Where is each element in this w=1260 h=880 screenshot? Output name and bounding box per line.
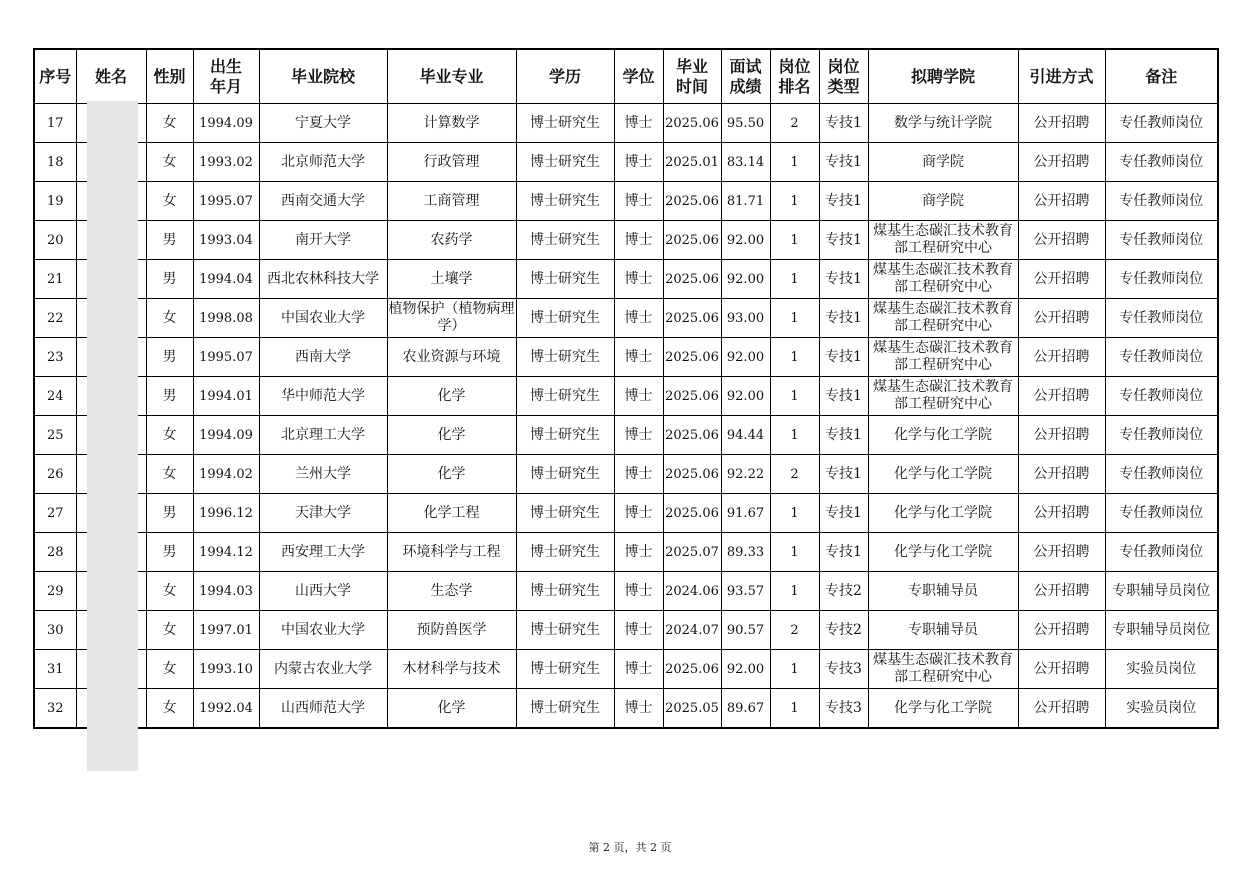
cell-birth: 1994.09 xyxy=(193,416,259,455)
cell-college: 化学与化工学院 xyxy=(868,533,1018,572)
cell-major: 生态学 xyxy=(387,572,516,611)
table-row xyxy=(34,572,1218,611)
cell-school: 华中师范大学 xyxy=(259,377,387,416)
cell-education: 博士研究生 xyxy=(516,143,614,182)
cell-birth: 1997.01 xyxy=(193,611,259,650)
cell-college: 煤基生态碳汇技术教育部工程研究中心 xyxy=(868,377,1018,416)
cell-score: 92.00 xyxy=(721,338,770,377)
cell-score: 94.44 xyxy=(721,416,770,455)
table-row xyxy=(34,143,1218,182)
cell-remark: 专任教师岗位 xyxy=(1105,299,1218,338)
cell-remark: 专职辅导员岗位 xyxy=(1105,572,1218,611)
cell-degree: 博士 xyxy=(614,104,663,143)
table-row xyxy=(34,689,1218,729)
cell-gender: 男 xyxy=(146,221,193,260)
cell-rank: 1 xyxy=(770,299,819,338)
header-row xyxy=(34,49,1218,104)
cell-grad-time: 2025.06 xyxy=(663,377,721,416)
cell-rank: 1 xyxy=(770,182,819,221)
cell-college: 专职辅导员 xyxy=(868,572,1018,611)
cell-remark: 专任教师岗位 xyxy=(1105,494,1218,533)
cell-major: 化学 xyxy=(387,416,516,455)
cell-index: 28 xyxy=(34,533,76,572)
cell-score: 92.00 xyxy=(721,260,770,299)
cell-education: 博士研究生 xyxy=(516,377,614,416)
cell-post-type: 专技1 xyxy=(819,416,868,455)
cell-grad-time: 2025.06 xyxy=(663,299,721,338)
cell-major: 预防兽医学 xyxy=(387,611,516,650)
cell-method: 公开招聘 xyxy=(1018,689,1105,729)
cell-index: 31 xyxy=(34,650,76,689)
cell-index: 24 xyxy=(34,377,76,416)
header-education: 学历 xyxy=(516,49,614,104)
cell-school: 西安理工大学 xyxy=(259,533,387,572)
cell-method: 公开招聘 xyxy=(1018,338,1105,377)
cell-degree: 博士 xyxy=(614,182,663,221)
cell-birth: 1993.02 xyxy=(193,143,259,182)
cell-gender: 女 xyxy=(146,143,193,182)
cell-education: 博士研究生 xyxy=(516,260,614,299)
cell-college: 化学与化工学院 xyxy=(868,689,1018,729)
header-school: 毕业院校 xyxy=(259,49,387,104)
cell-major: 化学 xyxy=(387,455,516,494)
header-grad-time: 毕业 时间 xyxy=(663,49,721,104)
cell-college: 化学与化工学院 xyxy=(868,494,1018,533)
cell-remark: 专任教师岗位 xyxy=(1105,377,1218,416)
table-row xyxy=(34,299,1218,338)
cell-score: 81.71 xyxy=(721,182,770,221)
table-row xyxy=(34,611,1218,650)
cell-school: 西南大学 xyxy=(259,338,387,377)
cell-method: 公开招聘 xyxy=(1018,650,1105,689)
recruitment-table xyxy=(33,48,1219,729)
cell-index: 23 xyxy=(34,338,76,377)
cell-education: 博士研究生 xyxy=(516,104,614,143)
cell-major: 化学工程 xyxy=(387,494,516,533)
cell-post-type: 专技1 xyxy=(819,455,868,494)
header-major: 毕业专业 xyxy=(387,49,516,104)
cell-remark: 专任教师岗位 xyxy=(1105,260,1218,299)
cell-score: 83.14 xyxy=(721,143,770,182)
cell-degree: 博士 xyxy=(614,455,663,494)
cell-school: 北京理工大学 xyxy=(259,416,387,455)
cell-post-type: 专技1 xyxy=(819,182,868,221)
cell-gender: 男 xyxy=(146,377,193,416)
cell-rank: 1 xyxy=(770,572,819,611)
cell-degree: 博士 xyxy=(614,572,663,611)
cell-rank: 1 xyxy=(770,143,819,182)
cell-score: 91.67 xyxy=(721,494,770,533)
cell-score: 92.00 xyxy=(721,650,770,689)
cell-grad-time: 2025.01 xyxy=(663,143,721,182)
name-redaction-block xyxy=(87,101,138,771)
cell-grad-time: 2025.06 xyxy=(663,221,721,260)
cell-index: 26 xyxy=(34,455,76,494)
table-row xyxy=(34,650,1218,689)
cell-school: 中国农业大学 xyxy=(259,611,387,650)
cell-gender: 女 xyxy=(146,182,193,221)
page-footer: 第 2 页，共 2 页 xyxy=(588,841,672,854)
header-name: 姓名 xyxy=(76,49,146,104)
table-row xyxy=(34,338,1218,377)
cell-major: 农药学 xyxy=(387,221,516,260)
cell-education: 博士研究生 xyxy=(516,572,614,611)
cell-birth: 1994.03 xyxy=(193,572,259,611)
table-row xyxy=(34,260,1218,299)
cell-grad-time: 2025.06 xyxy=(663,260,721,299)
table-row xyxy=(34,455,1218,494)
cell-birth: 1992.04 xyxy=(193,689,259,729)
cell-birth: 1998.08 xyxy=(193,299,259,338)
cell-grad-time: 2025.06 xyxy=(663,416,721,455)
cell-index: 25 xyxy=(34,416,76,455)
cell-degree: 博士 xyxy=(614,689,663,729)
cell-degree: 博士 xyxy=(614,338,663,377)
cell-method: 公开招聘 xyxy=(1018,494,1105,533)
cell-school: 南开大学 xyxy=(259,221,387,260)
cell-rank: 1 xyxy=(770,377,819,416)
cell-degree: 博士 xyxy=(614,650,663,689)
cell-remark: 专任教师岗位 xyxy=(1105,104,1218,143)
cell-education: 博士研究生 xyxy=(516,494,614,533)
cell-index: 27 xyxy=(34,494,76,533)
cell-degree: 博士 xyxy=(614,299,663,338)
cell-gender: 女 xyxy=(146,299,193,338)
cell-rank: 2 xyxy=(770,104,819,143)
cell-score: 89.67 xyxy=(721,689,770,729)
cell-remark: 实验员岗位 xyxy=(1105,650,1218,689)
cell-method: 公开招聘 xyxy=(1018,182,1105,221)
cell-major: 土壤学 xyxy=(387,260,516,299)
header-score: 面试 成绩 xyxy=(721,49,770,104)
cell-college: 化学与化工学院 xyxy=(868,416,1018,455)
cell-gender: 女 xyxy=(146,416,193,455)
cell-rank: 2 xyxy=(770,455,819,494)
cell-gender: 女 xyxy=(146,572,193,611)
header-remark: 备注 xyxy=(1105,49,1218,104)
cell-post-type: 专技1 xyxy=(819,299,868,338)
cell-method: 公开招聘 xyxy=(1018,299,1105,338)
cell-college: 化学与化工学院 xyxy=(868,455,1018,494)
cell-method: 公开招聘 xyxy=(1018,104,1105,143)
cell-post-type: 专技1 xyxy=(819,377,868,416)
cell-remark: 专任教师岗位 xyxy=(1105,455,1218,494)
cell-rank: 1 xyxy=(770,494,819,533)
cell-post-type: 专技1 xyxy=(819,533,868,572)
cell-index: 29 xyxy=(34,572,76,611)
cell-education: 博士研究生 xyxy=(516,416,614,455)
cell-major: 计算数学 xyxy=(387,104,516,143)
cell-rank: 1 xyxy=(770,533,819,572)
cell-college: 煤基生态碳汇技术教育部工程研究中心 xyxy=(868,221,1018,260)
cell-degree: 博士 xyxy=(614,143,663,182)
cell-score: 92.00 xyxy=(721,377,770,416)
cell-birth: 1994.04 xyxy=(193,260,259,299)
cell-degree: 博士 xyxy=(614,611,663,650)
cell-major: 植物保护（植物病理学） xyxy=(387,299,516,338)
cell-gender: 男 xyxy=(146,338,193,377)
cell-birth: 1994.01 xyxy=(193,377,259,416)
cell-rank: 2 xyxy=(770,611,819,650)
cell-grad-time: 2025.06 xyxy=(663,494,721,533)
cell-method: 公开招聘 xyxy=(1018,143,1105,182)
cell-rank: 1 xyxy=(770,338,819,377)
cell-degree: 博士 xyxy=(614,494,663,533)
cell-school: 西南交通大学 xyxy=(259,182,387,221)
cell-score: 89.33 xyxy=(721,533,770,572)
cell-grad-time: 2025.06 xyxy=(663,650,721,689)
cell-rank: 1 xyxy=(770,650,819,689)
cell-school: 山西大学 xyxy=(259,572,387,611)
cell-birth: 1993.04 xyxy=(193,221,259,260)
table-row xyxy=(34,377,1218,416)
cell-method: 公开招聘 xyxy=(1018,611,1105,650)
cell-gender: 女 xyxy=(146,611,193,650)
header-birth: 出生 年月 xyxy=(193,49,259,104)
cell-grad-time: 2025.06 xyxy=(663,182,721,221)
table-row xyxy=(34,533,1218,572)
cell-gender: 女 xyxy=(146,650,193,689)
cell-post-type: 专技2 xyxy=(819,611,868,650)
cell-rank: 1 xyxy=(770,260,819,299)
cell-degree: 博士 xyxy=(614,260,663,299)
cell-grad-time: 2024.06 xyxy=(663,572,721,611)
cell-degree: 博士 xyxy=(614,221,663,260)
cell-gender: 男 xyxy=(146,260,193,299)
cell-education: 博士研究生 xyxy=(516,299,614,338)
cell-school: 西北农林科技大学 xyxy=(259,260,387,299)
cell-degree: 博士 xyxy=(614,377,663,416)
cell-method: 公开招聘 xyxy=(1018,455,1105,494)
cell-method: 公开招聘 xyxy=(1018,260,1105,299)
cell-major: 木材科学与技术 xyxy=(387,650,516,689)
cell-grad-time: 2025.05 xyxy=(663,689,721,729)
cell-method: 公开招聘 xyxy=(1018,377,1105,416)
cell-score: 93.00 xyxy=(721,299,770,338)
cell-remark: 专任教师岗位 xyxy=(1105,143,1218,182)
cell-education: 博士研究生 xyxy=(516,650,614,689)
cell-score: 90.57 xyxy=(721,611,770,650)
table-row xyxy=(34,416,1218,455)
cell-education: 博士研究生 xyxy=(516,338,614,377)
cell-grad-time: 2024.07 xyxy=(663,611,721,650)
cell-post-type: 专技2 xyxy=(819,572,868,611)
cell-college: 商学院 xyxy=(868,143,1018,182)
cell-education: 博士研究生 xyxy=(516,533,614,572)
cell-major: 化学 xyxy=(387,689,516,729)
header-method: 引进方式 xyxy=(1018,49,1105,104)
cell-post-type: 专技1 xyxy=(819,104,868,143)
cell-school: 北京师范大学 xyxy=(259,143,387,182)
cell-major: 行政管理 xyxy=(387,143,516,182)
cell-post-type: 专技1 xyxy=(819,494,868,533)
cell-birth: 1995.07 xyxy=(193,182,259,221)
cell-degree: 博士 xyxy=(614,533,663,572)
cell-major: 化学 xyxy=(387,377,516,416)
cell-education: 博士研究生 xyxy=(516,182,614,221)
cell-post-type: 专技1 xyxy=(819,221,868,260)
cell-remark: 专任教师岗位 xyxy=(1105,533,1218,572)
cell-remark: 专任教师岗位 xyxy=(1105,338,1218,377)
cell-college: 数学与统计学院 xyxy=(868,104,1018,143)
cell-birth: 1994.09 xyxy=(193,104,259,143)
header-degree: 学位 xyxy=(614,49,663,104)
cell-remark: 专任教师岗位 xyxy=(1105,182,1218,221)
cell-remark: 实验员岗位 xyxy=(1105,689,1218,729)
cell-school: 中国农业大学 xyxy=(259,299,387,338)
cell-index: 19 xyxy=(34,182,76,221)
header-rank: 岗位 排名 xyxy=(770,49,819,104)
cell-college: 煤基生态碳汇技术教育部工程研究中心 xyxy=(868,650,1018,689)
cell-birth: 1996.12 xyxy=(193,494,259,533)
cell-birth: 1995.07 xyxy=(193,338,259,377)
cell-gender: 男 xyxy=(146,533,193,572)
cell-college: 煤基生态碳汇技术教育部工程研究中心 xyxy=(868,260,1018,299)
cell-score: 92.00 xyxy=(721,221,770,260)
cell-gender: 女 xyxy=(146,104,193,143)
cell-index: 18 xyxy=(34,143,76,182)
cell-school: 兰州大学 xyxy=(259,455,387,494)
cell-remark: 专任教师岗位 xyxy=(1105,416,1218,455)
cell-method: 公开招聘 xyxy=(1018,572,1105,611)
table-row xyxy=(34,221,1218,260)
cell-method: 公开招聘 xyxy=(1018,533,1105,572)
cell-grad-time: 2025.06 xyxy=(663,338,721,377)
table-row xyxy=(34,494,1218,533)
cell-post-type: 专技1 xyxy=(819,143,868,182)
cell-college: 商学院 xyxy=(868,182,1018,221)
cell-index: 30 xyxy=(34,611,76,650)
cell-score: 95.50 xyxy=(721,104,770,143)
cell-score: 93.57 xyxy=(721,572,770,611)
cell-index: 20 xyxy=(34,221,76,260)
cell-major: 农业资源与环境 xyxy=(387,338,516,377)
cell-score: 92.22 xyxy=(721,455,770,494)
cell-school: 宁夏大学 xyxy=(259,104,387,143)
table-row xyxy=(34,182,1218,221)
cell-gender: 女 xyxy=(146,455,193,494)
cell-index: 21 xyxy=(34,260,76,299)
cell-post-type: 专技1 xyxy=(819,260,868,299)
cell-grad-time: 2025.06 xyxy=(663,455,721,494)
cell-birth: 1993.10 xyxy=(193,650,259,689)
cell-school: 天津大学 xyxy=(259,494,387,533)
cell-birth: 1994.02 xyxy=(193,455,259,494)
cell-degree: 博士 xyxy=(614,416,663,455)
cell-index: 17 xyxy=(34,104,76,143)
cell-method: 公开招聘 xyxy=(1018,416,1105,455)
cell-education: 博士研究生 xyxy=(516,455,614,494)
cell-birth: 1994.12 xyxy=(193,533,259,572)
cell-grad-time: 2025.07 xyxy=(663,533,721,572)
cell-rank: 1 xyxy=(770,221,819,260)
header-index: 序号 xyxy=(34,49,76,104)
cell-major: 环境科学与工程 xyxy=(387,533,516,572)
cell-post-type: 专技3 xyxy=(819,689,868,729)
cell-rank: 1 xyxy=(770,416,819,455)
cell-remark: 专任教师岗位 xyxy=(1105,221,1218,260)
cell-education: 博士研究生 xyxy=(516,221,614,260)
cell-index: 32 xyxy=(34,689,76,729)
cell-education: 博士研究生 xyxy=(516,611,614,650)
cell-school: 内蒙古农业大学 xyxy=(259,650,387,689)
cell-school: 山西师范大学 xyxy=(259,689,387,729)
cell-method: 公开招聘 xyxy=(1018,221,1105,260)
header-college: 拟聘学院 xyxy=(868,49,1018,104)
cell-gender: 男 xyxy=(146,494,193,533)
cell-education: 博士研究生 xyxy=(516,689,614,729)
header-gender: 性别 xyxy=(146,49,193,104)
header-post-type: 岗位 类型 xyxy=(819,49,868,104)
cell-gender: 女 xyxy=(146,689,193,729)
cell-college: 煤基生态碳汇技术教育部工程研究中心 xyxy=(868,338,1018,377)
table-row xyxy=(34,104,1218,143)
cell-index: 22 xyxy=(34,299,76,338)
cell-post-type: 专技1 xyxy=(819,338,868,377)
cell-rank: 1 xyxy=(770,689,819,729)
cell-major: 工商管理 xyxy=(387,182,516,221)
cell-college: 专职辅导员 xyxy=(868,611,1018,650)
cell-post-type: 专技3 xyxy=(819,650,868,689)
cell-college: 煤基生态碳汇技术教育部工程研究中心 xyxy=(868,299,1018,338)
cell-grad-time: 2025.06 xyxy=(663,104,721,143)
cell-remark: 专职辅导员岗位 xyxy=(1105,611,1218,650)
table-body xyxy=(34,104,1218,729)
